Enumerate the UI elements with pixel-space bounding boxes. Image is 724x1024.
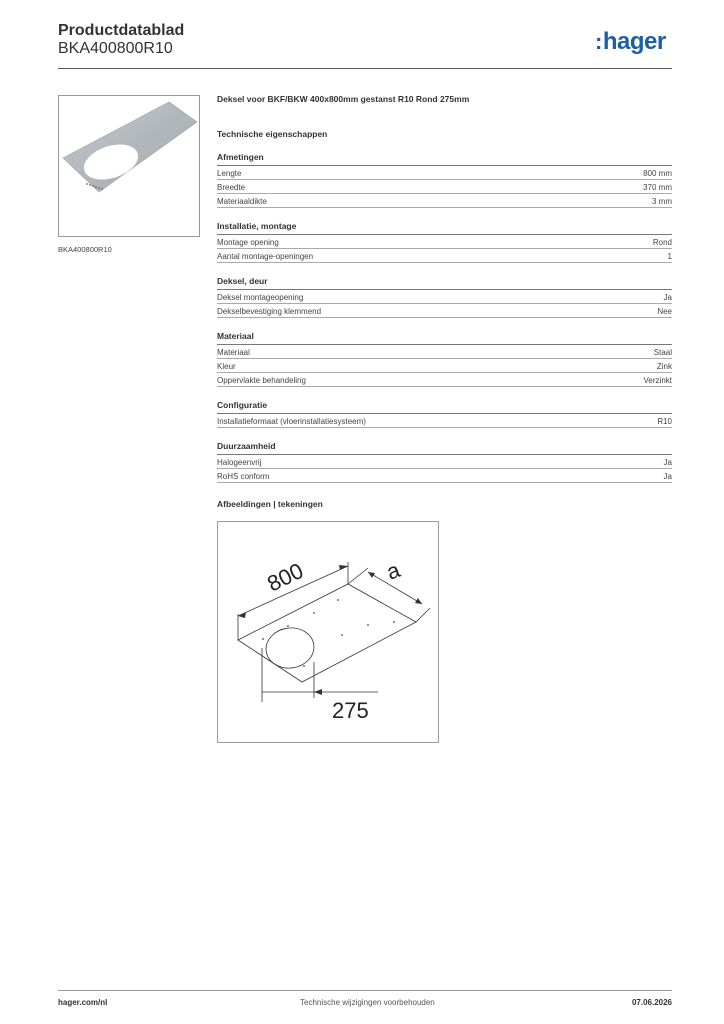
property-value: R10 [657,416,672,426]
property-label: Deksel montageopening [217,292,304,302]
footer-divider [58,990,672,991]
page-title: Productdatablad [58,22,185,39]
property-group [217,221,672,263]
property-label: Oppervlakte behandeling [217,375,306,385]
property-group [217,152,672,208]
product-code: BKA400800R10 [58,40,173,57]
footer-date: 07.06.2026 [631,998,672,1007]
property-label: Installatieformaat (vloerinstallatiesysteem) [217,416,366,426]
property-value: Rond [652,237,672,247]
property-label: RoHS conform [217,471,270,481]
property-group [217,400,672,428]
property-label: Kleur [217,361,236,371]
property-value: Staal [653,347,672,357]
header-divider [58,68,672,69]
property-row [217,455,672,469]
property-label: Halogeenvrij [217,457,262,467]
tech-properties-heading: Technische eigenschappen [217,129,328,139]
hager-logo: :hager [595,28,666,55]
property-row [217,304,672,318]
length-dimension-label: 800 [263,557,308,597]
property-row [217,235,672,249]
product-thumbnail [58,95,200,237]
group-title: Afmetingen [217,152,672,166]
property-row [217,469,672,483]
group-title: Configuratie [217,400,672,414]
property-group [217,331,672,387]
footer-disclaimer: Technische wijzigingen voorbehouden [300,998,435,1007]
property-value: 370 mm [643,182,672,192]
property-groups [217,152,672,483]
property-label: Materiaaldikte [217,196,267,206]
group-title: Materiaal [217,331,672,345]
property-row [217,166,672,180]
group-title: Installatie, montage [217,221,672,235]
group-title: Deksel, deur [217,276,672,290]
property-value: 3 mm [652,196,672,206]
property-row [217,180,672,194]
property-label: Dekselbevestiging klemmend [217,306,322,316]
drawing-hole-outline [263,625,316,671]
property-row [217,249,672,263]
property-row [217,359,672,373]
footer-website-link[interactable]: hager.com/nl [58,998,108,1007]
property-label: Breedte [217,182,246,192]
property-group [217,276,672,318]
property-value: 800 mm [643,168,672,178]
property-value: Ja [663,471,672,481]
product-details [217,94,672,509]
property-row [217,373,672,387]
property-row [217,194,672,208]
property-value: Zink [656,361,672,371]
property-row [217,414,672,428]
property-row [217,345,672,359]
product-title: Deksel voor BKF/BKW 400x800mm gestanst R10 Rond 275mm [217,94,470,104]
thumbnail-caption: BKA400800R10 [58,245,112,254]
property-value: 1 [667,251,672,261]
property-value: Ja [663,457,672,467]
property-group [217,441,672,483]
property-label: Aantal montage-openingen [217,251,314,261]
technical-drawing [217,521,439,743]
hole-dimension-label: 275 [332,698,369,723]
property-value: Verzinkt [643,375,672,385]
property-label: Materiaal [217,347,250,357]
property-label: Montage opening [217,237,279,247]
group-title: Duurzaamheid [217,441,672,455]
property-value: Ja [663,292,672,302]
width-dimension-label: a [383,557,404,585]
property-label: Lengte [217,168,242,178]
property-row [217,290,672,304]
property-value: Nee [657,306,672,316]
drawing-plate-outline [238,584,416,682]
images-heading: Afbeeldingen | tekeningen [217,499,323,509]
